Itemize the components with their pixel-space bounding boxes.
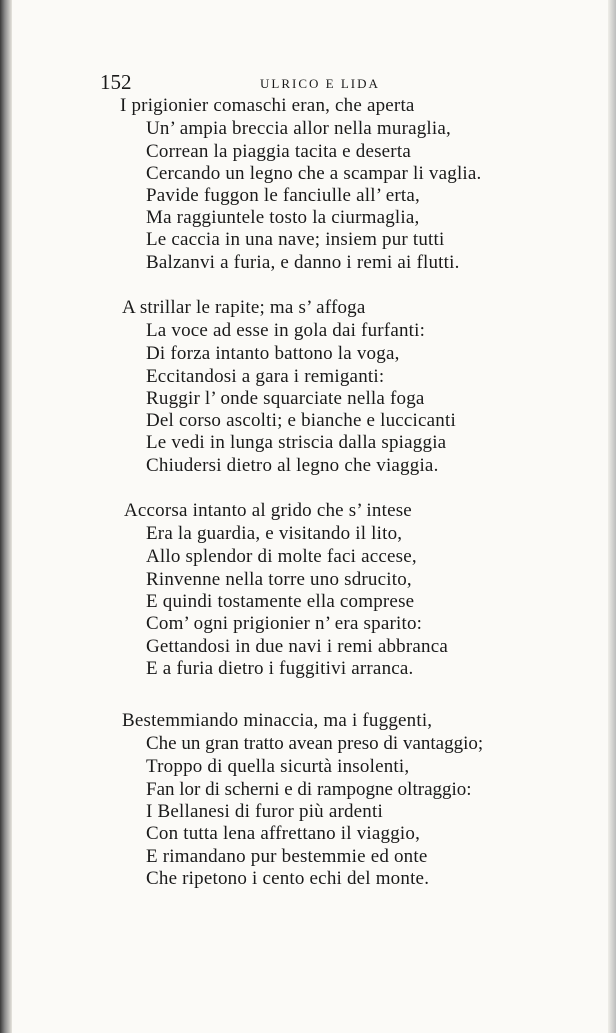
verse-line: Chiudersi dietro al legno che viaggia. [146, 455, 439, 476]
verse-line: Eccitandosi a gara i remiganti: [146, 366, 385, 387]
verse-line: La voce ad esse in gola dai furfanti: [146, 320, 426, 341]
verse-line: Com’ ogni prigionier n’ era sparito: [146, 613, 423, 634]
verse-line: E a furia dietro i fuggitivi arranca. [146, 658, 414, 679]
verse-line: Allo splendor di molte faci accese, [146, 546, 417, 567]
page-number: 152 [100, 70, 132, 94]
verse-line: Era la guardia, e visitando il lito, [146, 523, 403, 544]
verse-line: I prigionier comaschi eran, che aperta [120, 95, 415, 116]
verse-line: Fan lor di scherni e di rampogne oltraggio: [146, 779, 472, 800]
verse-line: A strillar le rapite; ma s’ affoga [122, 297, 366, 318]
verse-line: Ruggir l’ onde squarciate nella foga [146, 388, 425, 409]
verse-line: Pavide fuggon le fanciulle all’ erta, [146, 185, 420, 206]
running-title: ULRICO E LIDA [260, 76, 380, 91]
page-edge [608, 0, 616, 1033]
page-header [100, 70, 480, 96]
verse-line: I Bellanesi di furor più ardenti [146, 801, 383, 822]
verse-line: Le caccia in una nave; insiem pur tutti [146, 229, 445, 250]
verse-line: Cercando un legno che a scampar li vaglia. [146, 163, 482, 184]
verse-line: Che ripetono i cento echi del monte. [146, 868, 430, 889]
verse-line: Le vedi in lunga striscia dalla spiaggia [146, 432, 447, 453]
verse-line: Rinvenne nella torre uno sdrucito, [146, 569, 412, 590]
verse-line: Balzanvi a furia, e danno i remi ai flutti. [146, 252, 460, 273]
verse-line: E quindi tostamente ella comprese [146, 591, 415, 612]
verse-line: Correan la piaggia tacita e deserta [146, 141, 411, 162]
verse-line: Accorsa intanto al grido che s’ intese [124, 500, 412, 521]
verse-line: Di forza intanto battono la voga, [146, 343, 400, 364]
verse-line: Un’ ampia breccia allor nella muraglia, [146, 118, 451, 139]
page-binding-shadow [0, 0, 12, 1033]
verse-line: Del corso ascolti; e bianche e luccicanti [146, 410, 456, 431]
verse-line: E rimandano pur bestemmie ed onte [146, 846, 428, 867]
verse-line: Ma raggiuntele tosto la ciurmaglia, [146, 207, 420, 228]
verse-line: Che un gran tratto avean preso di vantaggio; [146, 733, 484, 754]
verse-line: Troppo di quella sicurtà insolenti, [146, 756, 410, 777]
verse-line: Con tutta lena affrettano il viaggio, [146, 823, 421, 844]
verse-line: Bestemmiando minaccia, ma i fuggenti, [122, 710, 433, 731]
verse-line: Gettandosi in due navi i remi abbranca [146, 636, 448, 657]
